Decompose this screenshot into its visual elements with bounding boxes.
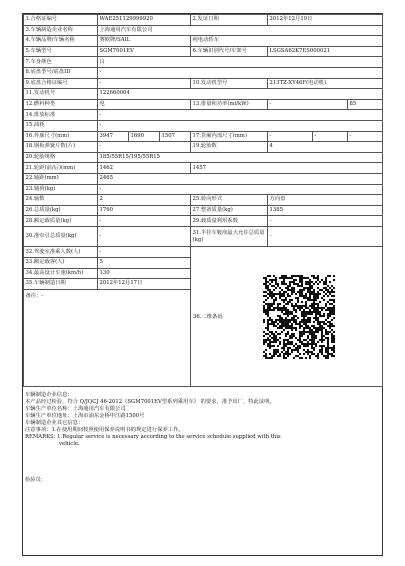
- saddle-mass-label: 31.半挂车鞍座最大允许总质量(kg): [191, 226, 268, 247]
- tire-count-label: 19.轮胎数: [191, 142, 268, 153]
- wheelbase-label: 22.轴距(mm): [24, 173, 98, 184]
- track-rear-value: 1457: [191, 163, 383, 174]
- inspector-label: 检验员：: [25, 477, 47, 483]
- towing-mass-value: -: [98, 226, 191, 247]
- row-7: [24, 57, 383, 68]
- passenger-capacity-label: 33.额定载客(人): [24, 257, 98, 268]
- brand-value: 赛欧牌/SAIL: [98, 36, 191, 47]
- manufacturer-label: 3.车辆制造企业名称: [24, 25, 98, 36]
- manufacture-date-value: 2012年12月17日: [98, 279, 191, 290]
- tire-spec-label: 20.轮胎规格: [24, 152, 98, 163]
- producer-address: 车辆生产单位地址：上海市浦东金桥申江路1500号: [25, 413, 145, 419]
- row-20: [24, 152, 383, 163]
- brand-label: 4.车辆品牌/车辆名称: [24, 36, 98, 47]
- vin-value: LSGSA62K7ES000021: [268, 46, 383, 57]
- certificate-table: [23, 14, 383, 387]
- issue-date-value: 2012年12月19日: [268, 15, 383, 26]
- other-info: 车辆制造企业其它信息：: [25, 420, 84, 426]
- cert-number-label: 1.合格证编号: [24, 15, 98, 26]
- cab-capacity-value: -: [98, 247, 191, 258]
- chassis-cert-value: -: [98, 78, 191, 89]
- row-23: [24, 184, 383, 195]
- qr-code-icon: [263, 275, 335, 359]
- barcode-cell: [191, 247, 383, 386]
- outer-length-value: 3947: [98, 131, 129, 142]
- info-heading: 车辆制造企业信息：: [25, 392, 73, 398]
- manufacturer-info: [25, 392, 380, 448]
- row-8: [24, 67, 383, 78]
- barcode-label: 36.二维条码: [193, 313, 223, 320]
- leaf-springs-value: -: [98, 142, 191, 153]
- emission-standard-label: 14.排放标准: [24, 110, 98, 121]
- row-21: [24, 163, 383, 174]
- displacement-power-label: 13.排量和功率(ml/kW): [191, 99, 268, 110]
- vehicle-name-value: 纯电动轿车: [191, 36, 383, 47]
- wheelbase-value: 2465: [98, 173, 383, 184]
- row-12: [24, 99, 383, 110]
- steering-label: 25.转向形式: [191, 195, 268, 206]
- curb-mass-value: 1385: [268, 205, 383, 216]
- remark-cell: 备注：-: [24, 289, 191, 386]
- color-label: 7.车身颜色: [24, 57, 98, 68]
- engine-model-value: 213TZ-XY46F(电动机): [268, 78, 383, 89]
- notice-cn: 注意事项：1.在使用期间按照使用保养说明书的规定进行保养工作。: [25, 427, 184, 433]
- fuel-type-value: 电: [98, 99, 191, 110]
- row-26: [24, 205, 383, 216]
- chassis-model-label: 8.底盘型号/底盘ID: [24, 67, 98, 78]
- row-14: [24, 110, 383, 121]
- load-factor-value: -: [268, 216, 383, 227]
- cargo-length-value: -: [268, 131, 313, 142]
- tire-count-value: 4: [268, 142, 383, 153]
- row-24: [24, 195, 383, 206]
- outer-dimensions-label: 16.外廓尺寸(mm): [24, 131, 98, 142]
- load-factor-label: 29.载质量利用系数: [191, 216, 268, 227]
- track-front-value: 1462: [98, 163, 191, 174]
- row-3: [24, 25, 383, 36]
- fuel-consumption-value: -: [98, 120, 383, 131]
- chassis-cert-label: 9.底盘合格证编号: [24, 78, 98, 89]
- outer-width-value: 1690: [129, 131, 160, 142]
- fuel-consumption-label: 15.油耗: [24, 120, 98, 131]
- cargo-dimensions-label: 17.货厢内部尺寸(mm): [191, 131, 268, 142]
- issue-date-label: 2.发证日期: [191, 15, 268, 26]
- row-32: [24, 247, 383, 258]
- max-speed-value: 130: [98, 268, 191, 279]
- row-30: [24, 226, 383, 247]
- axle-count-value: 2: [98, 195, 191, 206]
- saddle-mass-value: -: [268, 226, 383, 247]
- gross-mass-label: 26.总质量(kg): [24, 205, 98, 216]
- row-22: [24, 173, 383, 184]
- row-9: [24, 78, 383, 89]
- row-5: [24, 46, 383, 57]
- vin-label: 6.车辆识别代号/车架号: [191, 46, 268, 57]
- row-16: [24, 131, 383, 142]
- manufacture-date-label: 35.车辆制造日期: [24, 279, 98, 290]
- remarks-en-cont: vehicle.: [59, 441, 80, 447]
- power-value: 85: [348, 99, 383, 110]
- inspection-statement: 本产品经过检验，符合 Q/JQCJ 46-2012《SGM7001EV型系列乘用车》 的要求，准予出厂，特此证明。: [25, 399, 275, 405]
- max-speed-label: 34.最高设计车速(km/h): [24, 268, 98, 279]
- displacement-value: -: [268, 99, 348, 110]
- row-28: [24, 216, 383, 227]
- outer-height-value: 1507: [160, 131, 191, 142]
- fuel-type-label: 12.燃料种类: [24, 99, 98, 110]
- row-15: [24, 120, 383, 131]
- row-4: [24, 36, 383, 47]
- track-width-label: 21.轮距(前/后)(mm): [24, 163, 98, 174]
- emission-standard-value: -: [98, 110, 383, 121]
- row-18: [24, 142, 383, 153]
- cert-number-value: WAE251129999920: [98, 15, 191, 26]
- cargo-width-value: -: [313, 131, 348, 142]
- cab-capacity-label: 32.驾驶室准乘人数(人): [24, 247, 98, 258]
- manufacturer-value: 上海通用汽车有限公司: [98, 25, 383, 36]
- steering-value: 方向盘: [268, 195, 383, 206]
- tire-spec-value: 185/55R15/195/55R15: [98, 152, 383, 163]
- row-11: [24, 89, 383, 100]
- engine-number-label: 11.发动机号: [24, 89, 98, 100]
- leaf-springs-label: 18.钢板弹簧片数(片): [24, 142, 98, 153]
- chassis-model-value: -: [98, 67, 383, 78]
- engine-model-label: 10.发动机型号: [191, 78, 268, 89]
- curb-mass-label: 27.整备质量(kg): [191, 205, 268, 216]
- certificate-sheet: [22, 13, 383, 556]
- color-value: 白: [98, 57, 383, 68]
- model-label: 5.车辆型号: [24, 46, 98, 57]
- engine-number-value: 122660004: [98, 89, 383, 100]
- cargo-height-value: -: [348, 131, 383, 142]
- row-1: [24, 15, 383, 26]
- axle-count-label: 24.轴数: [24, 195, 98, 206]
- gross-mass-value: 1760: [98, 205, 191, 216]
- rated-load-value: -: [98, 216, 191, 227]
- model-value: SGM7001EV: [98, 46, 191, 57]
- axle-load-label: 23.轴荷(kg): [24, 184, 98, 195]
- remarks-en: REMARKS: 1.Regular service is necessary according to the service schedule supplied with this: [25, 434, 281, 440]
- producer-name: 车辆生产单位名称：上海通用汽车有限公司: [25, 406, 126, 412]
- axle-load-value: -: [98, 184, 383, 195]
- towing-mass-label: 30.准牵引总质量(kg): [24, 226, 98, 247]
- passenger-capacity-value: 5: [98, 257, 191, 268]
- rated-load-label: 28.额定载质量(kg): [24, 216, 98, 227]
